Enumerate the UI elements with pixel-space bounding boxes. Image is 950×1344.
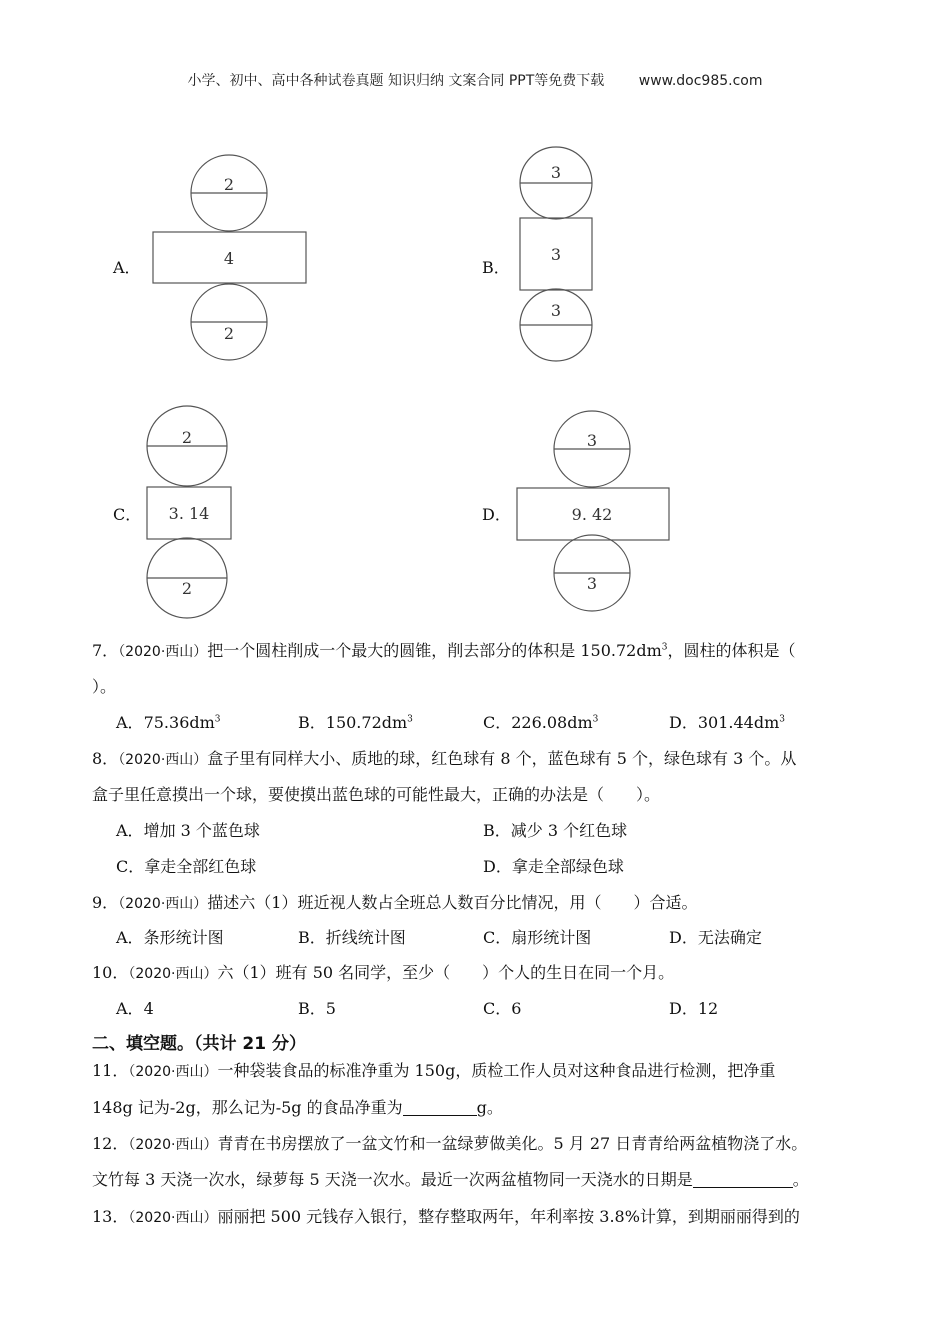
net-c-top-label: 2 bbox=[181, 428, 193, 447]
section-2-title: 二、填空题。（共计 21 分） bbox=[92, 1034, 306, 1054]
net-b-top-label: 3 bbox=[550, 163, 562, 182]
question-11 bbox=[92, 1061, 775, 1082]
net-d-middle-label: 9. 42 bbox=[571, 505, 613, 524]
q9-num: 9． bbox=[92, 893, 119, 912]
question-7 bbox=[92, 641, 796, 662]
q7-text2: ，圆柱的体积是（ bbox=[667, 641, 796, 660]
q12-num: 12． bbox=[92, 1134, 129, 1153]
net-a-bottom-label: 2 bbox=[223, 324, 235, 343]
q11-num: 11． bbox=[92, 1061, 129, 1080]
net-d-top-label: 3 bbox=[586, 431, 598, 450]
q8-option-d[interactable]: D．拿走全部绿色球 bbox=[483, 857, 624, 876]
q12-source: （2020·西山） bbox=[128, 1137, 218, 1153]
q8-source: （2020·西山） bbox=[118, 752, 208, 768]
q11-line2: 148g 记为-2g，那么记为-5g 的食品净重为 g。 bbox=[92, 1098, 503, 1117]
q9-option-c[interactable]: C．扇形统计图 bbox=[483, 928, 592, 947]
q12-answer-blank[interactable] bbox=[693, 1171, 793, 1188]
q9-option-b[interactable]: B．折线统计图 bbox=[298, 928, 406, 947]
q8-line2: 盒子里任意摸出一个球，要使摸出蓝色球的可能性最大，正确的办法是（ ）。 bbox=[92, 785, 661, 804]
option-b-label: B． bbox=[482, 258, 510, 277]
q10-option-b[interactable]: B．5 bbox=[298, 999, 336, 1018]
q8-option-b[interactable]: B．减少 3 个红色球 bbox=[483, 821, 628, 840]
net-a-top-label: 2 bbox=[223, 175, 235, 194]
q9-option-a[interactable]: A．条形统计图 bbox=[116, 928, 224, 947]
net-c-bottom-label: 2 bbox=[181, 579, 193, 598]
cylinder-nets-figure bbox=[0, 0, 950, 640]
q9-option-d[interactable]: D．无法确定 bbox=[669, 928, 762, 947]
question-9 bbox=[92, 893, 697, 914]
q7-option-a[interactable]: A．$75.36dm^3$ bbox=[116, 713, 221, 732]
q10-option-d[interactable]: D．12 bbox=[669, 999, 719, 1018]
q10-text: 六（1）班有 50 名同学，至少（ ）个人的生日在同一个月。 bbox=[217, 963, 675, 982]
q10-source: （2020·西山） bbox=[128, 966, 218, 982]
question-12 bbox=[92, 1134, 807, 1155]
q7-option-c[interactable]: C．$226.08dm^3$ bbox=[483, 713, 599, 732]
q10-option-c[interactable]: C．6 bbox=[483, 999, 522, 1018]
net-d-bottom-label: 3 bbox=[586, 574, 598, 593]
net-b-middle-label: 3 bbox=[550, 245, 562, 264]
question-10 bbox=[92, 963, 674, 984]
question-8 bbox=[92, 749, 796, 770]
q7-num: 7． bbox=[92, 641, 119, 660]
q11-answer-blank[interactable] bbox=[403, 1099, 477, 1116]
q8-num: 8． bbox=[92, 749, 119, 768]
q11-source: （2020·西山） bbox=[128, 1064, 218, 1080]
option-c-label: C． bbox=[113, 505, 142, 524]
q9-source: （2020·西山） bbox=[118, 896, 208, 912]
header-url: www.doc985.com bbox=[638, 73, 763, 89]
header-text: 小学、初中、高中各种试卷真题 知识归纳 文案合同 PPT等免费下载 bbox=[187, 73, 605, 89]
q13-source: （2020·西山） bbox=[128, 1210, 218, 1226]
q10-num: 10． bbox=[92, 963, 129, 982]
net-a-middle-label: 4 bbox=[223, 249, 235, 268]
q8-option-a[interactable]: A．增加 3 个蓝色球 bbox=[116, 821, 260, 840]
question-13 bbox=[92, 1207, 800, 1228]
q9-text: 描述六（1）班近视人数占全班总人数百分比情况，用（ ）合适。 bbox=[207, 893, 698, 912]
option-d-label: D． bbox=[482, 505, 511, 524]
q7-text: 把一个圆柱削成一个最大的圆锥，削去部分的体积是 150.72dm bbox=[207, 641, 662, 660]
q7-option-d[interactable]: D．$301.44dm^3$ bbox=[669, 713, 785, 732]
q7-line2: ）。 bbox=[92, 677, 117, 696]
q7-sup: 3 bbox=[661, 642, 668, 653]
q12-line1: 青青在书房摆放了一盆文竹和一盆绿萝做美化。5 月 27 日青青给两盆植物浇了水。 bbox=[217, 1134, 808, 1153]
option-a-label: A． bbox=[113, 258, 141, 277]
q10-option-a[interactable]: A．4 bbox=[116, 999, 154, 1018]
net-b-bottom-label: 3 bbox=[550, 301, 562, 320]
q7-option-b[interactable]: B．$150.72dm^3$ bbox=[298, 713, 413, 732]
q13-num: 13． bbox=[92, 1207, 129, 1226]
q8-option-c[interactable]: C．拿走全部红色球 bbox=[116, 857, 257, 876]
q8-line1: 盒子里有同样大小、质地的球，红色球有 8 个，蓝色球有 5 个，绿色球有 3 个。从 bbox=[207, 749, 797, 768]
q13-line1: 丽丽把 500 元钱存入银行，整存整取两年，年利率按 3.8%计算，到期丽丽得到的 bbox=[217, 1207, 800, 1226]
q7-source: （2020·西山） bbox=[118, 644, 208, 660]
q12-line2: 文竹每 3 天浇一次水，绿萝每 5 天浇一次水。最近一次两盆植物同一天浇水的日期是 。 bbox=[92, 1170, 809, 1189]
q11-line1: 一种袋装食品的标准净重为 150g，质检工作人员对这种食品进行检测，把净重 bbox=[217, 1061, 776, 1080]
net-c-middle-label: 3. 14 bbox=[168, 504, 210, 523]
